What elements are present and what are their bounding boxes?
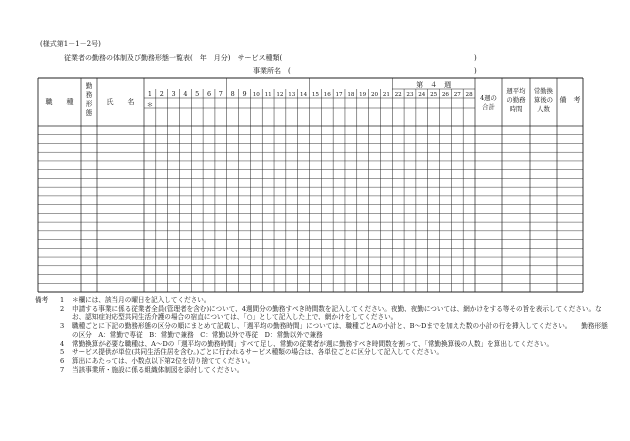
four-week-total-header: 4週の xyxy=(480,94,497,102)
note-item xyxy=(44,296,614,305)
note-text: サービス提供が単位(共同生活住居を含む。)ごとに行われるサービス種類の場合は、各単位ごとに区分して記入してください。 xyxy=(72,348,444,357)
note-item xyxy=(44,322,614,339)
note-number: 7 xyxy=(60,365,65,374)
notes-list xyxy=(44,296,614,374)
day-number: 23 xyxy=(406,92,414,98)
form-number: (様式第1－1－2号) xyxy=(40,40,101,48)
fte-header: 算後の xyxy=(533,96,554,104)
weekday-marker: ＊ xyxy=(146,100,154,109)
day-number: 8 xyxy=(230,90,235,98)
note-item xyxy=(44,340,614,349)
day-number: 28 xyxy=(465,92,473,98)
day-number: 16 xyxy=(323,92,331,98)
occupation-header: 職 種 xyxy=(45,98,74,106)
office-close-paren: ) xyxy=(474,67,477,75)
day-number: 10 xyxy=(252,92,260,98)
day-number: 9 xyxy=(242,90,247,98)
day-number: 21 xyxy=(382,92,390,98)
note-text: 算出にあたっては、小数点以下第2位を切り捨ててください。 xyxy=(72,356,255,365)
day-number: 15 xyxy=(311,92,319,98)
day-number: 13 xyxy=(288,92,296,98)
remarks-header: 備 考 xyxy=(559,96,581,104)
note-text: 当該事業所・施設に係る組織体制図を添付してください。 xyxy=(72,365,244,374)
fte-header: 常勤換 xyxy=(533,87,554,95)
note-number: 1 xyxy=(60,296,65,304)
work-type-header: 務 xyxy=(85,91,93,99)
day-number: 3 xyxy=(171,90,176,98)
day-number: 24 xyxy=(418,92,426,98)
note-number: 3 xyxy=(60,322,65,331)
day-number: 25 xyxy=(430,92,438,98)
weekly-average-header: 時間 xyxy=(509,105,523,113)
work-type-header: 勤 xyxy=(85,82,93,90)
work-type-header: 形 xyxy=(85,100,93,108)
day-number: 4 xyxy=(183,90,188,98)
title-close-paren: ) xyxy=(474,54,477,62)
four-week-total-header: 合計 xyxy=(482,103,495,111)
weekly-average-header: の勤務 xyxy=(506,96,526,104)
note-number: 4 xyxy=(60,339,65,348)
note-item xyxy=(44,357,614,366)
note-item xyxy=(44,305,614,322)
notes-section xyxy=(35,296,614,374)
note-text: 職種ごとに下記の勤務形態の区分の順にまとめて記載し、「週平均の勤務時間」については、職種ごとAの小計と、B～Dまでを加えた数の小計の行を挿入してください。 勤務形態の区分 A：常勤で専従 B：常勤で兼務 C：常勤以外で専従 D：常勤以外で兼務 xyxy=(72,322,608,339)
day-number: 27 xyxy=(453,92,461,98)
note-text: 常勤換算が必要な職種は、A～Dの「週平均の勤務時間」すべて足し、常勤の従業者が週に勤務すべき時間数を割って、「常勤換算後の人数」を算出してください。 xyxy=(72,339,554,348)
day-number: 12 xyxy=(276,92,284,98)
day-number: 20 xyxy=(370,92,379,98)
note-item xyxy=(44,348,614,357)
note-number: 2 xyxy=(60,304,65,313)
note-text: ＊欄には、該当月の曜日を記入してください。 xyxy=(72,296,211,304)
day-number: 17 xyxy=(335,92,343,98)
day-number: 1 xyxy=(147,90,152,98)
notes-label: 備考 xyxy=(35,296,49,304)
note-number: 6 xyxy=(60,356,65,365)
day-number: 14 xyxy=(300,92,308,98)
day-number: 7 xyxy=(218,90,223,98)
day-number: 6 xyxy=(206,90,212,98)
note-text: 申請する事業に係る従業者全員(管理者を含む)について、4週間分の勤務すべき時間数を記入してください。夜勤、夜勤については、網かけをする等その旨を表示してください。なお、認知症対応型共同生活介護の場合の宿直については、「○」として記入した上で、網かけをしてください。 xyxy=(72,304,602,322)
day-number: 2 xyxy=(159,90,164,98)
day-number: 11 xyxy=(264,92,272,98)
work-type-header: 態 xyxy=(85,109,93,117)
note-number: 5 xyxy=(60,348,65,357)
note-item xyxy=(44,366,614,375)
day-number: 18 xyxy=(347,92,355,98)
day-number: 19 xyxy=(359,92,367,98)
day-number: 22 xyxy=(394,92,402,98)
office-name-label: 事業所名 ( xyxy=(253,67,291,75)
name-header: 氏 名 xyxy=(106,98,135,106)
document-title: 従業者の勤務の体制及び勤務形態一覧表( 年 月分) サービス種類( xyxy=(64,54,283,62)
weekly-average-header: 週平均 xyxy=(506,87,526,95)
fte-header: 人数 xyxy=(537,105,550,113)
day-number: 26 xyxy=(441,92,450,98)
day-number: 5 xyxy=(195,90,200,98)
week-label: 第 ４ 週 xyxy=(416,81,452,89)
